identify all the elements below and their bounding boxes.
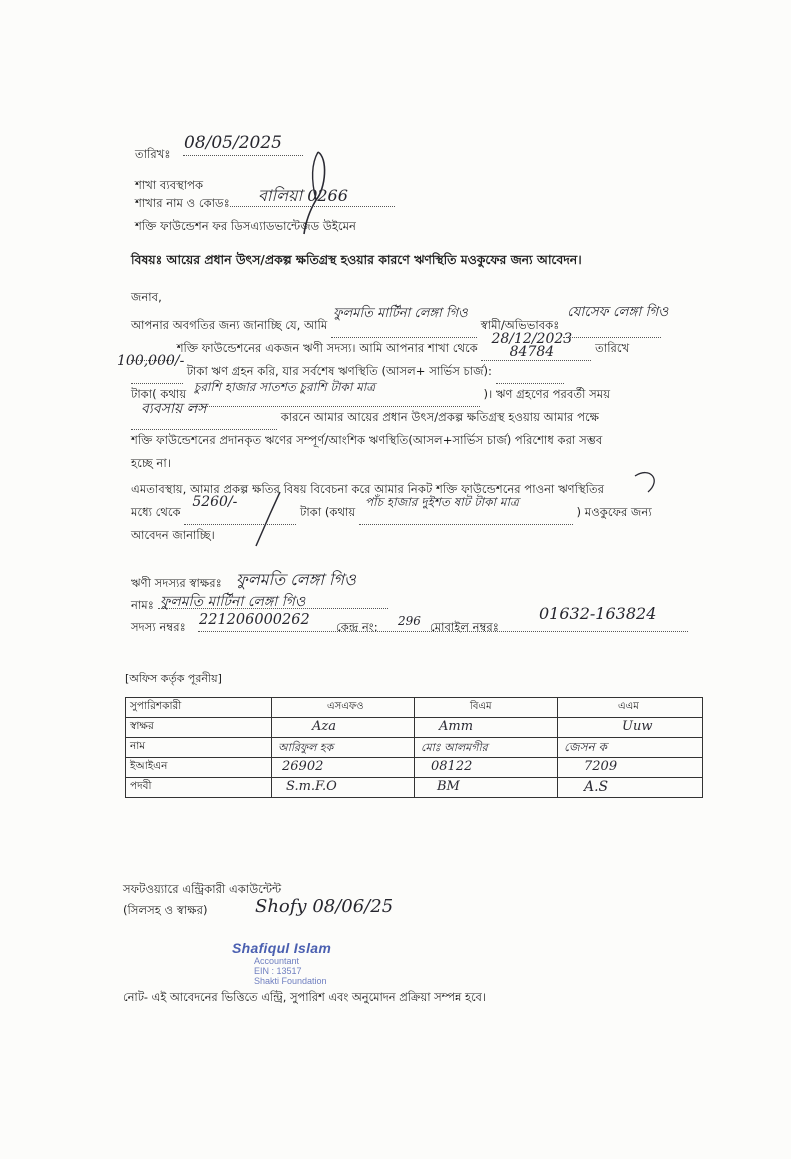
bm-name: মোঃ আলমগীর <box>421 741 488 754</box>
footer-note: নোট- এই আবেদনের ভিত্তিতে এন্ট্রি, সুপারিশ এবং অনুমোদন প্রক্রিয়া সম্পন্ন হবে। <box>123 990 486 1004</box>
p1-text-j: হচ্ছে না। <box>131 456 171 470</box>
org-name: শক্তি ফাউন্ডেশন ফর ডিসএ্যাডভান্টেজড উইমেন <box>135 219 356 233</box>
p1-text-h: কারনে আমার আয়ের প্রধান উৎস/প্রকল্প ক্ষতিগ্রস্থ হওয়ায় আমার পক্ষে <box>280 410 599 424</box>
am-signature: Uuw <box>622 719 653 734</box>
table-row-label: স্বাক্ষর <box>126 718 272 738</box>
mobile-handwritten: 01632-163824 <box>539 604 657 623</box>
p2-waive-words-handwritten: পাঁচ হাজার দুইশত ষাট টাকা মাত্র <box>364 495 519 509</box>
table-cell <box>558 778 703 798</box>
table-header: সুপারিশকারী <box>126 698 272 718</box>
branch-handwritten: বালিয়া 0266 <box>258 186 348 205</box>
am-name: জেসন ক <box>564 740 607 754</box>
table-header: বিএম <box>415 698 558 718</box>
centre-label: কেন্দ্র নং: <box>336 620 378 634</box>
table-cell <box>415 738 558 758</box>
bm-designation: BM <box>437 779 460 794</box>
date-label: তারিখঃ <box>135 147 171 161</box>
subject-line: বিষয়ঃ আয়ের প্রধান উৎস/প্রকল্প ক্ষতিগ্রস্থ হওয়ার কারণে ঋণস্থিতি মওকুফের জন্য আবেদন। <box>131 252 582 267</box>
p1-outstanding-handwritten: 84784 <box>509 344 555 360</box>
salutation: জনাব, <box>131 290 162 304</box>
branch-name-label: শাখার নাম ও কোডঃ <box>135 196 230 210</box>
accountant-title: সফটওয়্যারে এন্ট্রিকারী একাউন্টেন্ট <box>123 882 282 896</box>
table-cell <box>415 758 558 778</box>
office-use-note: [অফিস কর্তৃক পূরনীয়] <box>125 672 222 685</box>
stamp-line: EIN : 13517 <box>254 966 302 976</box>
bm-signature: Amm <box>439 719 474 734</box>
p1-guardian-field <box>563 304 669 338</box>
member-signature: ফুলমতি লেঙ্গা গিও <box>236 570 356 589</box>
mobile-label: মোবাইল নম্বরঃ <box>430 620 499 634</box>
am-designation: A.S <box>584 779 609 795</box>
p1-loan-amount-handwritten: 100,000/- <box>117 353 185 369</box>
p1-text-g: )। ঋণ গ্রহণের পরবর্তী সময় <box>483 387 611 401</box>
branch-manager-label: শাখা ব্যবস্থাপক <box>135 178 204 192</box>
table-cell <box>272 718 415 738</box>
table-row-label: নাম <box>126 738 272 758</box>
p1-outstanding-field <box>496 344 564 384</box>
table-row <box>126 718 703 738</box>
p1-text-d: তারিখে <box>595 341 630 355</box>
table-row <box>126 778 703 798</box>
recommendation-table <box>125 697 703 798</box>
p1-name-field <box>331 306 477 338</box>
member-no-label: সদস্য নম্বরঃ <box>131 620 186 634</box>
p1-words-handwritten: চুরাশি হাজার সাতশত চুরাশি টাকা মাত্র <box>193 380 376 394</box>
p2-waive-handwritten: 5260/- <box>192 494 238 510</box>
table-header: এসএফও <box>272 698 415 718</box>
table-cell <box>272 758 415 778</box>
sfo-signature: Aza <box>312 719 336 734</box>
sfo-designation: S.m.F.O <box>286 779 337 794</box>
bm-ein: 08122 <box>431 759 473 774</box>
table-cell <box>558 758 703 778</box>
centre-handwritten: 296 <box>398 614 421 628</box>
p1-guardian-handwritten: যোসেফ লেঙ্গা গিও <box>567 304 669 320</box>
p1-loan-date-handwritten: 28/12/2023 <box>491 331 573 347</box>
stamp-name: Shafiqul Islam <box>232 940 332 956</box>
table-cell <box>558 718 703 738</box>
member-no-handwritten: 221206000262 <box>199 612 310 628</box>
p1-words-field <box>190 380 480 407</box>
p1-text-a: আপনার অবগতির জন্য জানাচ্ছি যে, আমি <box>131 318 328 332</box>
p2-text-d: ) মওকুফের জন্য <box>576 505 652 519</box>
p1-text-c: শক্তি ফাউন্ডেশনের একজন ঋণী সদস্য। আমি আপনার শাখা থেকে <box>176 341 478 355</box>
table-row-label: ইআইএন <box>126 758 272 778</box>
accountant-stamp <box>232 940 362 992</box>
member-no-dotline <box>198 631 688 632</box>
p1-reason-field <box>131 401 277 430</box>
table-cell <box>272 778 415 798</box>
table-header-row <box>126 698 703 718</box>
p2-text-b: মধ্যে থেকে <box>131 505 181 519</box>
date-handwritten: 08/05/2025 <box>184 133 282 153</box>
table-row <box>126 758 703 778</box>
p1-text-i: শক্তি ফাউন্ডেশনের প্রদানকৃত ঋণের সম্পূর্ণ/আংশিক ঋণস্থিতি(আসল+সার্ভিস চার্জ) পরিশোধ করা সম্ভব <box>131 433 603 447</box>
p2-text-e: আবেদন জানাচ্ছি। <box>131 528 215 542</box>
p1-name-handwritten: ফুলমতি মার্টিনা লেঙ্গা গিও <box>332 306 468 321</box>
date-dotline <box>183 155 303 156</box>
accountant-signature: Shofy 08/06/25 <box>255 896 394 917</box>
table-row <box>126 738 703 758</box>
paragraph-1 <box>117 304 703 475</box>
accountant-sub: (সিলসহ ও স্বাক্ষর) <box>123 903 208 917</box>
stamp-line: Accountant <box>254 956 300 966</box>
p2-text-c: টাকা (কথায় <box>300 505 356 519</box>
stamp-line: Shakti Foundation <box>254 976 327 986</box>
pen-stroke-mark-2 <box>250 470 670 550</box>
p1-amount-field <box>117 353 185 384</box>
p1-text-e: টাকা ঋণ গ্রহন করি, যার সর্বশেষ ঋণস্থিতি (আসল+ সার্ভিস চার্জ): <box>186 364 492 378</box>
member-sig-label: ঋণী সদস্যর স্বাক্ষরঃ <box>131 576 222 590</box>
table-cell <box>272 738 415 758</box>
member-name-label: নামঃ <box>131 598 154 612</box>
p1-text-b: স্বামী/অভিভাবকঃ <box>480 318 560 332</box>
p1-text-f: টাকা( কথায় <box>131 387 187 401</box>
member-name-handwritten: ফুলমতি মার্টিনা লেঙ্গা গিও <box>160 594 306 610</box>
table-row-label: পদবী <box>126 778 272 798</box>
p2-text-a: এমতাবস্থায়, আমার প্রকল্প ক্ষতির বিষয় বিবেচনা করে আমার নিকট শক্তি ফাউন্ডেশনের পাওনা ঋণস্থিতির <box>131 482 605 496</box>
table-cell <box>558 738 703 758</box>
table-cell <box>415 778 558 798</box>
sfo-ein: 26902 <box>282 759 324 774</box>
p1-reason-handwritten: ব্যবসায় লস <box>141 401 207 417</box>
am-ein: 7209 <box>584 759 618 774</box>
table-header: এএম <box>558 698 703 718</box>
sfo-name: আরিফুল হক <box>278 741 334 754</box>
table-cell <box>415 718 558 738</box>
